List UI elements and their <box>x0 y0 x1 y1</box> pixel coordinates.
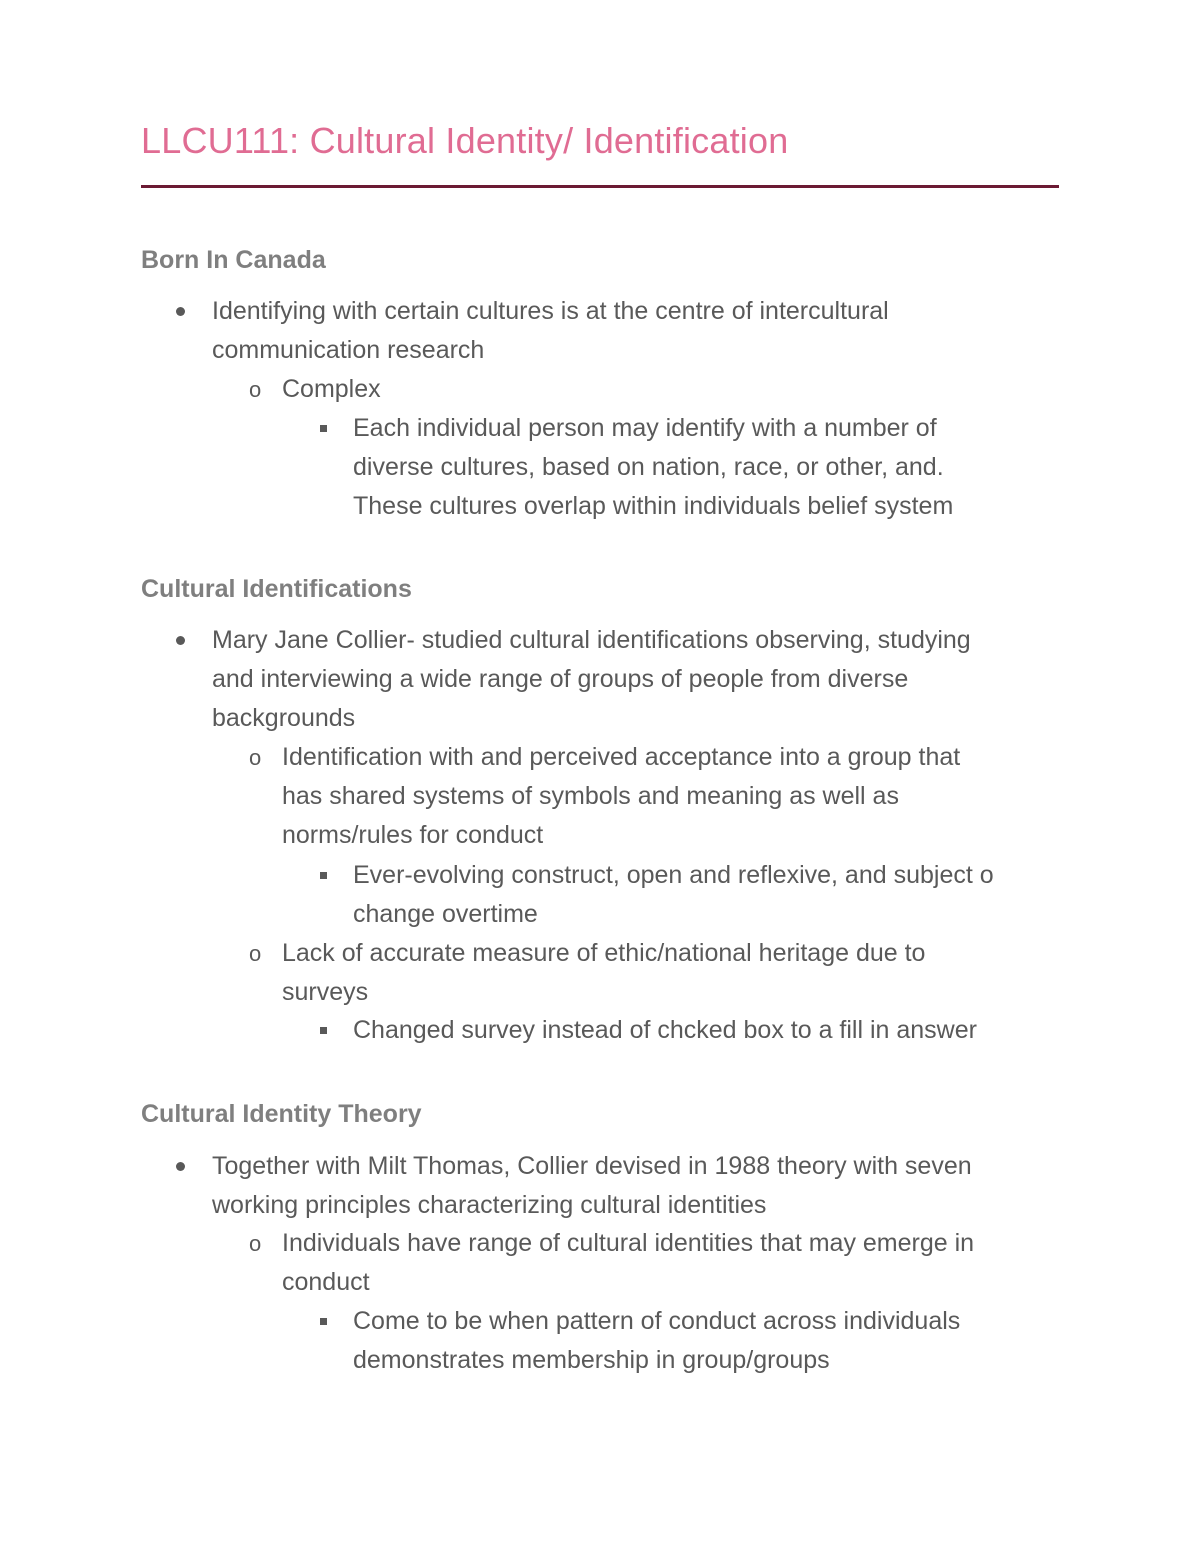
list-item-line: change overtime <box>353 900 538 928</box>
list-item-line: Individuals have range of cultural identities that may emerge in <box>282 1229 975 1257</box>
list-item <box>282 738 1052 855</box>
list-item-line: has shared systems of symbols and meaning as well as <box>282 782 899 810</box>
list-item-line: Complex <box>282 375 381 403</box>
bullet-circle-icon: o <box>249 941 262 966</box>
list-item-line: and interviewing a wide range of groups of people from diverse <box>212 665 909 693</box>
list-item-line: These cultures overlap within individuals belief system <box>353 492 954 520</box>
list-item-line: demonstrates membership in group/groups <box>353 1346 830 1374</box>
list-item <box>282 370 1052 409</box>
list-item <box>353 409 1053 526</box>
list-item <box>212 292 1052 370</box>
bullet-square-icon <box>320 872 327 879</box>
list-item-line: Ever-evolving construct, open and reflexive, and subject o <box>353 861 994 889</box>
list-item-line: surveys <box>282 978 369 1006</box>
bullet-square-icon <box>320 425 327 432</box>
title-divider <box>141 185 1059 188</box>
list-item-line: diverse cultures, based on nation, race, or other, and. <box>353 453 944 481</box>
list-item-line: Identification with and perceived acceptance into a group that <box>282 743 961 771</box>
bullet-dot-icon <box>176 636 185 645</box>
list-item <box>212 621 1052 738</box>
list-item-line: Lack of accurate measure of ethic/national heritage due to <box>282 939 926 967</box>
list-item-line: communication research <box>212 336 485 364</box>
bullet-square-icon <box>320 1027 327 1034</box>
section-heading: Cultural Identity Theory <box>141 1100 422 1128</box>
section-heading: Born In Canada <box>141 246 326 274</box>
list-item <box>353 1011 1053 1050</box>
list-item-line: conduct <box>282 1268 370 1296</box>
bullet-circle-icon: o <box>249 745 262 770</box>
bullet-square-icon <box>320 1318 327 1325</box>
list-item-line: Identifying with certain cultures is at the centre of intercultural <box>212 297 889 325</box>
bullet-circle-icon: o <box>249 377 262 402</box>
list-item-line: backgrounds <box>212 704 356 732</box>
list-item <box>353 1302 1053 1380</box>
bullet-circle-icon: o <box>249 1231 262 1256</box>
list-item-line: Changed survey instead of chcked box to a fill in answer <box>353 1016 977 1044</box>
bullet-dot-icon <box>176 1162 185 1171</box>
list-item <box>282 934 1052 1012</box>
list-item <box>212 1147 1052 1225</box>
list-item <box>353 856 1053 934</box>
bullet-dot-icon <box>176 307 185 316</box>
section-heading: Cultural Identifications <box>141 575 412 603</box>
list-item-line: norms/rules for conduct <box>282 821 544 849</box>
list-item-line: Each individual person may identify with a number of <box>353 414 937 442</box>
list-item <box>282 1224 1052 1302</box>
list-item-line: working principles characterizing cultural identities <box>212 1191 767 1219</box>
list-item-line: Mary Jane Collier- studied cultural identifications observing, studying <box>212 626 971 654</box>
list-item-line: Come to be when pattern of conduct across individuals <box>353 1307 961 1335</box>
list-item-line: Together with Milt Thomas, Collier devised in 1988 theory with seven <box>212 1152 972 1180</box>
page-title: LLCU111: Cultural Identity/ Identification <box>141 120 789 161</box>
